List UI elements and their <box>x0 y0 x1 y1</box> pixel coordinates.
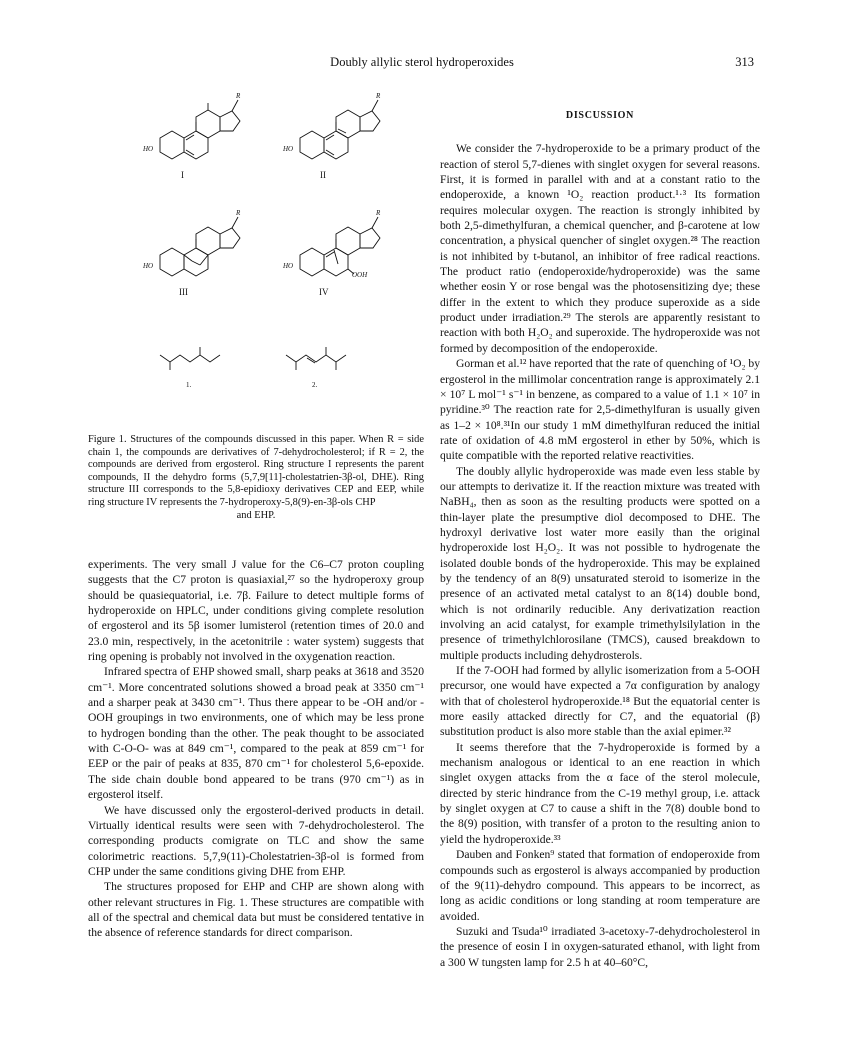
left-paragraph: We have discussed only the ergosterol-derived products in detail. Virtually identical results were seen with 7-dehydrocholesterol. The corresponding products comigrate on TLC and show the same colorimetric reactions. 5,7,9(11)-Cholestatrien-3β-ol is formed from CHP under the same conditions giving DHE from EHP. <box>88 803 424 878</box>
right-paragraph: Suzuki and Tsuda¹⁰ irradiated 3-acetoxy-7-dehydrocholesterol in the presence of eosin I in oxygen-saturated ethanol, with light from a 300 W tungsten lamp for 2.5 h at 40–60°C, <box>440 924 760 969</box>
right-paragraph: It seems therefore that the 7-hydroperoxide is formed by a mechanism analogous or identical to an ene reaction in which singlet oxygen attacks from the α face of the sterol molecule, directed by steric hindrance from the C-19 methyl group, i.e. attack by singlet oxygen at C7 to cause a shift in the 7(8) double bond to the 8(9) position, with transfer of a proton to the resulting anion to yield the hydroperoxide.³³ <box>440 740 760 846</box>
structure-iii <box>160 217 240 276</box>
r-label-iv: R <box>376 209 381 217</box>
ho-label-ii: HO <box>283 145 294 153</box>
structure-label-iv: IV <box>319 287 329 297</box>
figure-caption <box>88 434 424 522</box>
right-paragraph: Dauben and Fonken⁹ stated that formation of endoperoxide from compounds such as ergosterol is always accompanied by production of the 9(11)-dehydro compound. This appears to be incorrect, as long as acidic conditions or long standing at room temperature are avoided. <box>440 848 760 923</box>
figure-1 <box>88 80 424 425</box>
running-title: Doubly allylic sterol hydroperoxides <box>330 55 514 69</box>
caption-end: and EHP. <box>236 509 276 521</box>
right-paragraph: If the 7-OOH had formed by allylic isomerization from a 5-OOH precursor, one would have expected a 7α configuration by analogy with that of cholesterol hydroperoxide.¹⁸ But the equatorial center is more easily attacked directly for C7, and the equatorial (β) substitution product is also more stable than the axial epimer.³² <box>440 664 760 739</box>
ooh-label-iv: OOH <box>352 271 368 279</box>
right-paragraph: Gorman et al.¹² have reported that the rate of quenching of ¹O₂ by ergosterol in the millimolar concentration range is approximately 2.1 × 10⁷ L mol⁻¹ s⁻¹ in benzene, as compared to a value of 1.1 × 10⁷ in pyridine.³⁰ The reaction rate for 2,5-dimethylfuran is usually given as 1–2 × 10⁸.³¹In our study 1 mM dimethylfuran reduced the initial rate of oxidation of 4.8 mM ergosterol in ether by 50%, which is quite compatible with the reported relative reactivities. <box>440 357 760 463</box>
page-number: 313 <box>735 55 754 69</box>
ho-label-iii: HO <box>143 262 154 270</box>
side-chain-2 <box>286 347 346 370</box>
right-column <box>440 108 760 970</box>
structure-iv <box>300 217 380 276</box>
side-chain-label-2: 2. <box>312 381 318 389</box>
running-head <box>0 55 844 71</box>
side-chain-label-1: 1. <box>186 381 192 389</box>
caption-text: Figure 1. Structures of the compounds discussed in this paper. When R = side chain 1, the compounds are derivatives of 7-dehydrocholesterol; if R = 2, the compounds are derived from ergosterol. Ring structure I represents the parent compounds, II the dehydro forms (5,7,9[11]-cholestatrien-3β-ol, DHE). Ring structure III corresponds to the 5,8-epidioxy derivatives CEP and EEP, while ring structure IV represents the 7-hydroperoxy-5,8(9)-en-3β-ols CHP <box>88 434 424 508</box>
r-label-iii: R <box>236 209 241 217</box>
structure-label-ii: II <box>320 170 326 180</box>
section-heading: DISCUSSION <box>565 110 635 121</box>
ho-label-iv: HO <box>283 262 294 270</box>
right-paragraph: The doubly allylic hydroperoxide was made even less stable by our attempts to derivatize it. If the reaction mixture was treated with NaBH₄, then as soon as the resulting products were spotted on a thin-layer plate the presumptive diol decomposed to DHE. The hydroxyl derivative lost water more easily than the original hydroperoxide lost H₂O₂. It was not possible to hydrogenate the isolated double bonds of the hydroperoxide. This may be explained by the tendency of an 8(9) unsaturated steroid to isomerize in the presence of an activated metal catalyst to an 8(14) double bond, which is not ordinarily reducible. Any derivatization reaction involving an acid catalyst, for example trimethylsilylation in the presence of trimethylchlorosilane (TMCS), caused breakdown to multiple products including dehydrosterols. <box>440 464 760 662</box>
r-label-i: R <box>236 92 241 100</box>
left-column <box>88 557 424 941</box>
left-paragraph: experiments. The very small J value for the C6–C7 proton coupling suggests that the C7 proton is quasiaxial,²⁷ so the hydroperoxy group should be quasiequatorial, i.e. 7β. Failure to detect multiple forms of hydroperoxide on HPLC, under conditions giving complete resolution of ergosterol and its 5β isomer lumisterol (retention times of 20.0 and 23.0 min, respectively, in the acetonitrile : water system) suggests that ring opening is probably not involved in the oxygenation reaction. <box>88 558 424 664</box>
right-paragraph: We consider the 7-hydroperoxide to be a primary product of the reaction of sterol 5,7-dienes with singlet oxygen for several reasons. First, it is formed in parallel with and at a constant ratio to the endoperoxide, a known ¹O₂ reaction product.¹·³ Its formation requires molecular oxygen. The reaction is strongly inhibited by both 2,5-dimethylfuran, a chemical quencher, and β-carotene at low concentration, a physical quencher of singlet oxygen.²⁸ The reaction is not inhibited by t-butanol, an inhibitor of free radical reactions. The product ratio (endoperoxide/hydroperoxide) was the same whether eosin Y or rose bengal was the photosensitizing dye; these differ in the extent to which they produce superoxide as a side product under irradiation.²⁹ The sterols are apparently resistant to reaction with both H₂O₂ and superoxide. The hydroperoxide was not formed by decomposition of the endoperoxide. <box>440 142 760 355</box>
left-paragraph: The structures proposed for EHP and CHP are shown along with other relevant structures in Fig. 1. These structures are compatible with all of the spectral and chemical data but must be considered tentative in the absence of reference standards for direct comparison. <box>88 880 424 940</box>
structure-i <box>160 100 240 159</box>
structure-label-iii: III <box>179 287 188 297</box>
r-label-ii: R <box>376 92 381 100</box>
structure-ii <box>300 100 380 159</box>
left-paragraph: Infrared spectra of EHP showed small, sharp peaks at 3618 and 3520 cm⁻¹. More concentrated solutions showed a broad peak at 3350 cm⁻¹ and a sharper peak at 3430 cm⁻¹. Thus there appear to be -OH and/or -OOH groupings in two environments, one of which may be less prone to hydrogen bonding than the other. The peak thought to be associated with C-O-O- was at 849 cm⁻¹, compared to the peak at 859 cm⁻¹ for EEP or the pair of peaks at 835, 870 cm⁻¹ for cholesterol 5,6-epoxide. The side chain double bond appeared to be trans (970 cm⁻¹) as in ergosterol itself. <box>88 665 424 802</box>
side-chain-1 <box>160 347 220 370</box>
structure-label-i: I <box>181 170 184 180</box>
structure-drawings <box>88 80 424 425</box>
ho-label-i: HO <box>143 145 154 153</box>
